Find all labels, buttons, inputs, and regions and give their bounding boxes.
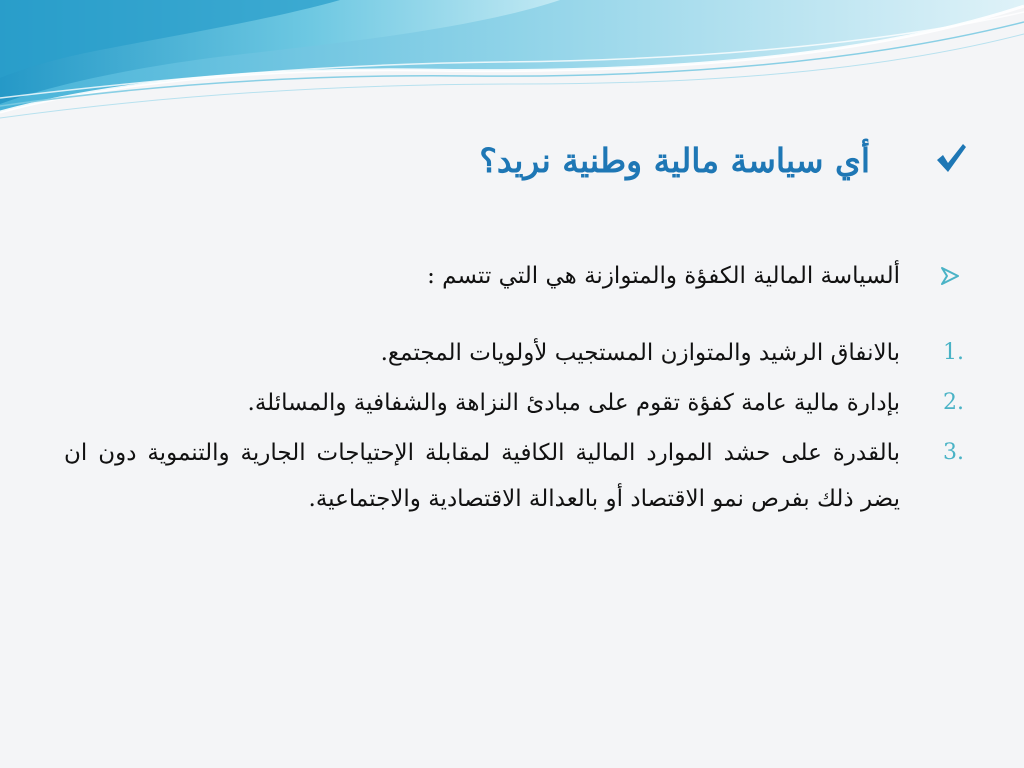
intro-text: ألسياسة المالية الكفؤة والمتوازنة هي التي تتسم :	[427, 263, 900, 289]
arrow-bullet-icon	[940, 266, 960, 286]
list-item	[64, 330, 964, 376]
list-number: 1.	[943, 340, 964, 365]
checkmark-icon	[934, 141, 968, 175]
list-item-text: بالانفاق الرشيد والمتوازن المستجيب لأولويات المجتمع.	[380, 340, 900, 366]
list-item-text: بالقدرة على حشد الموارد المالية الكافية لمقابلة الإحتياجات الجارية والتنموية دون ان يضر ذلك بفرص نمو الاقتصاد أو بالعدالة الاقتصادية والاجتماعية.	[64, 440, 900, 512]
list-item	[64, 380, 964, 426]
intro-line	[124, 255, 964, 299]
list-item	[64, 430, 964, 522]
slide-title: أي سياسة مالية وطنية نريد؟	[479, 141, 870, 180]
header-wave-decoration	[0, 0, 1024, 130]
numbered-list	[64, 330, 964, 526]
list-number: 2.	[943, 390, 964, 415]
list-item-text: بإدارة مالية عامة كفؤة تقوم على مبادئ النزاهة والشفافية والمسائلة.	[247, 390, 900, 416]
list-number: 3.	[943, 440, 964, 465]
